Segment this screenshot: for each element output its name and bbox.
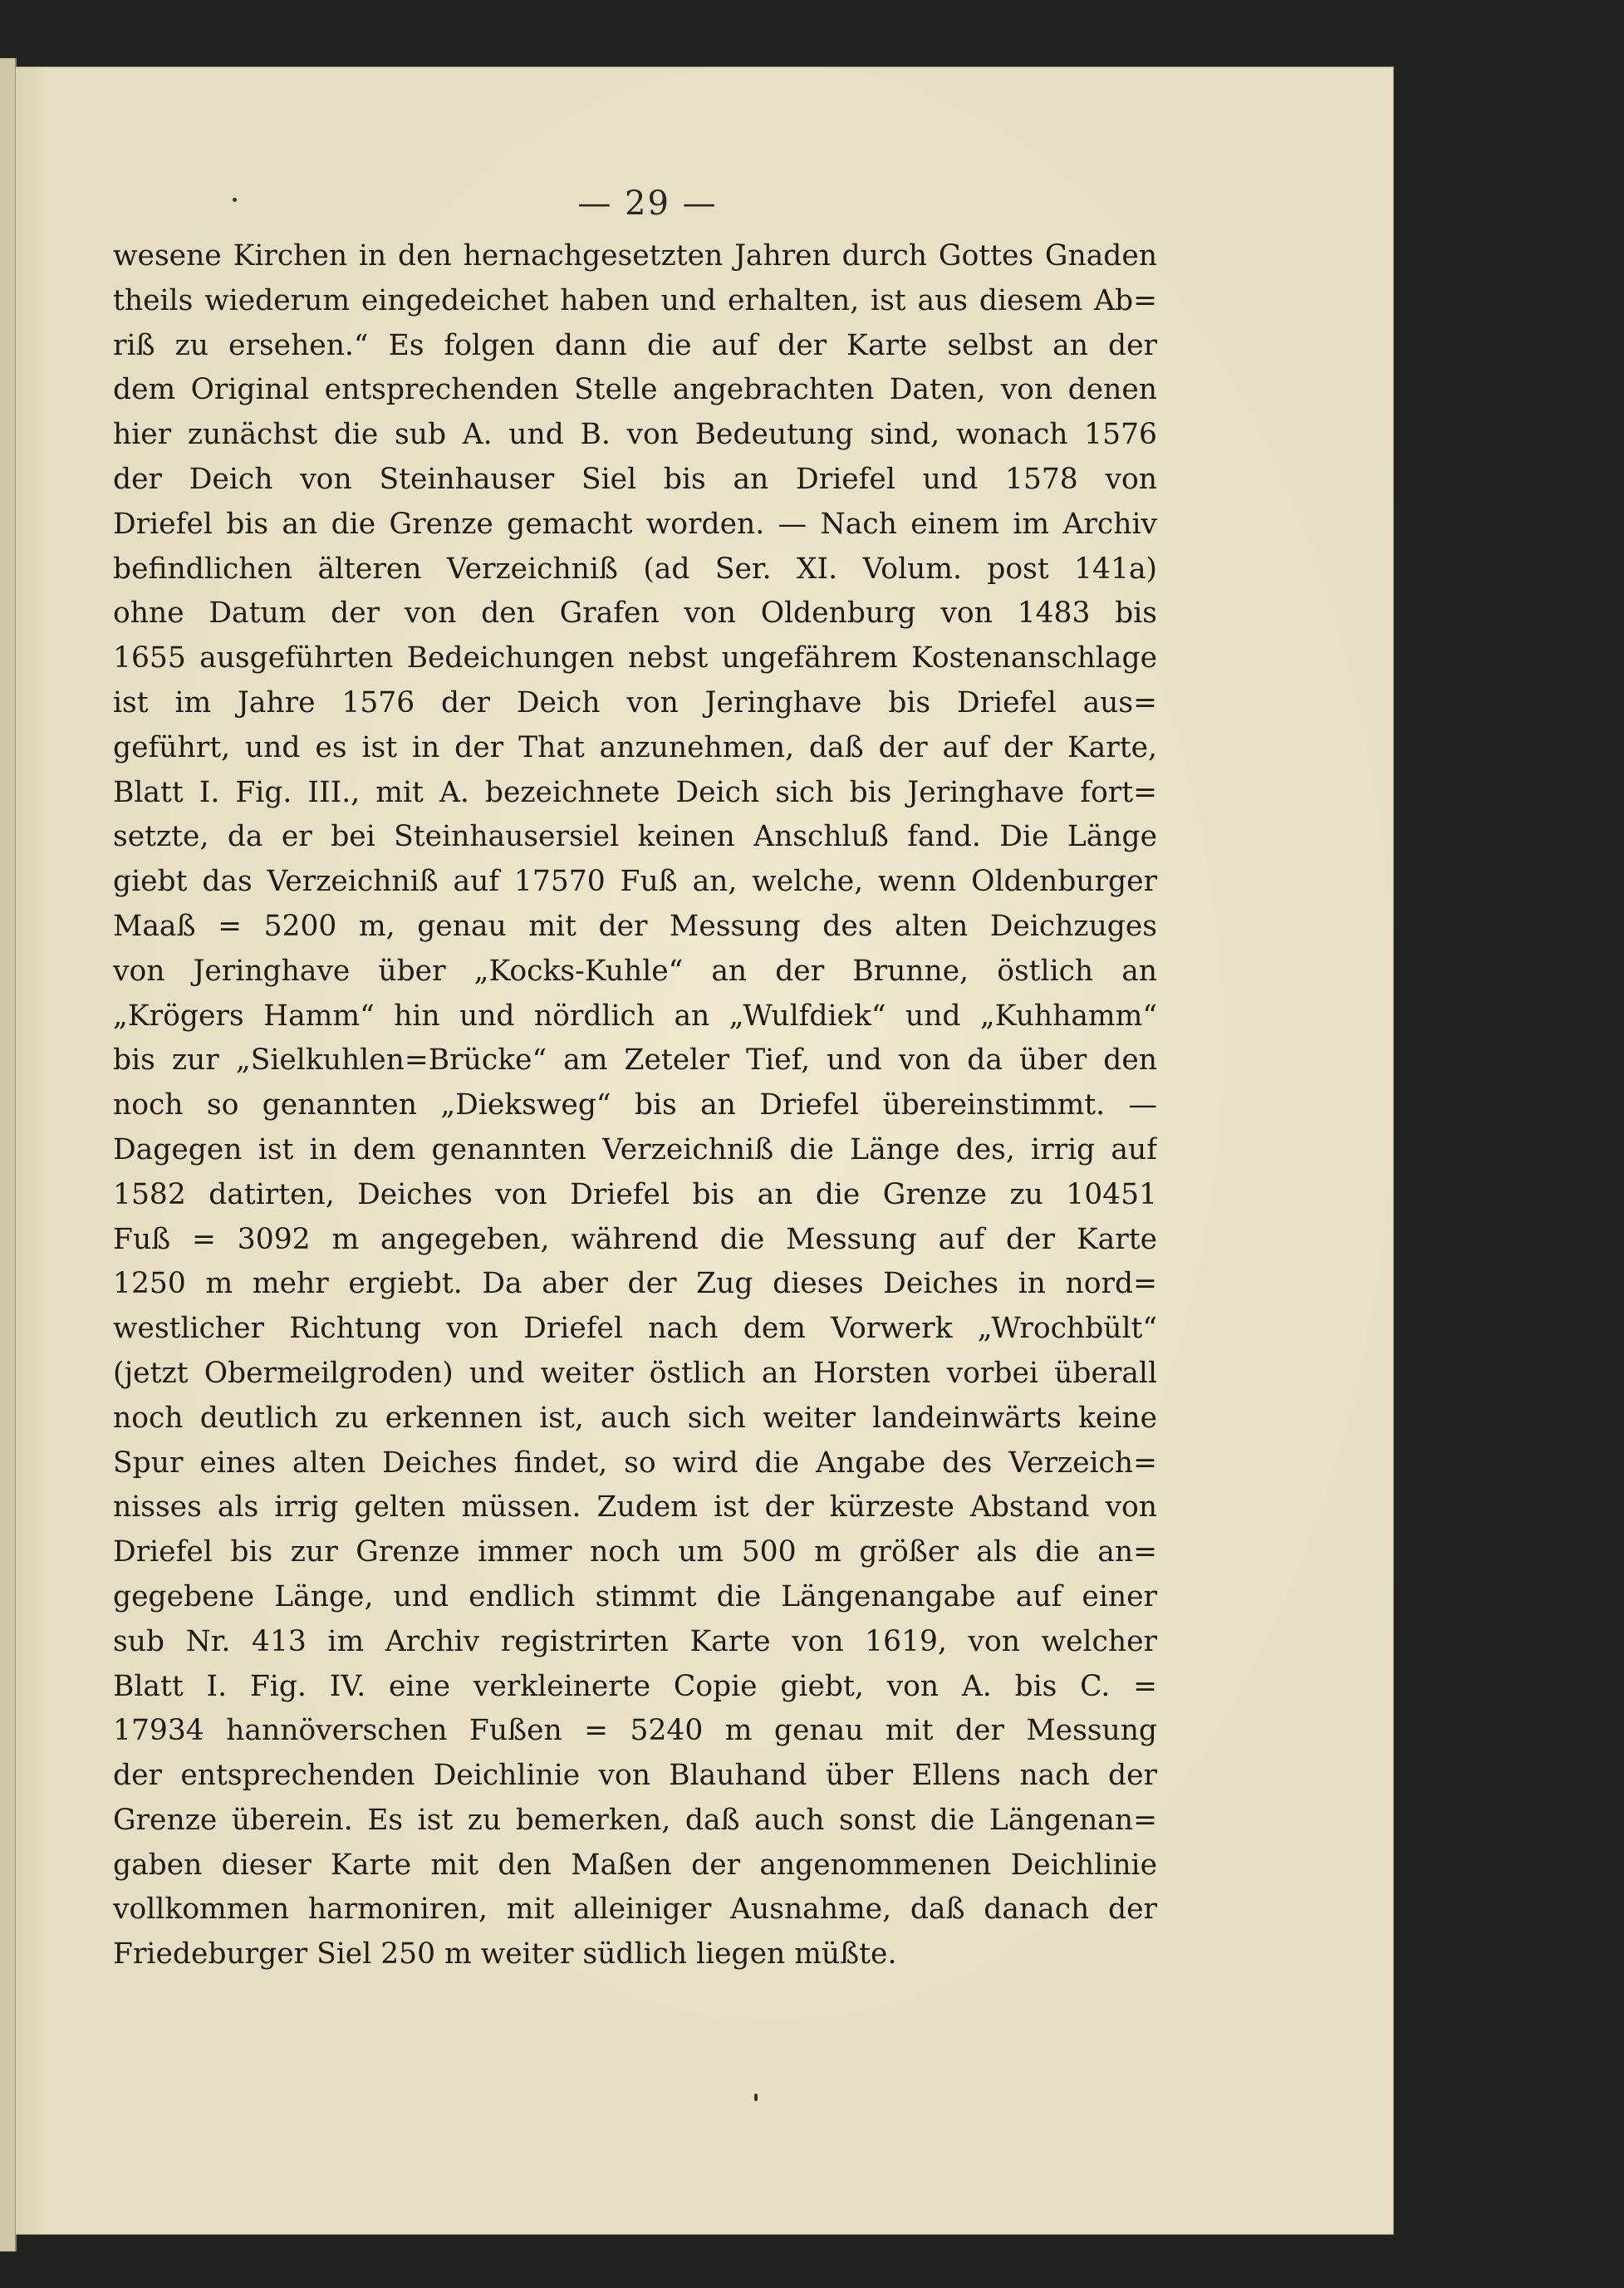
text-line: noch so genannten „Dieksweg“ bis an Driefel übereinstimmt. — bbox=[113, 1088, 1157, 1122]
text-line: Driefel bis an die Grenze gemacht worden. — Nach einem im Archiv bbox=[113, 507, 1157, 541]
text-line: noch deutlich zu erkennen ist, auch sich weiter landeinwärts keine bbox=[113, 1401, 1157, 1435]
text-line: von Jeringhave über „Kocks-Kuhle“ an der Brunne, östlich an bbox=[113, 954, 1157, 988]
text-line: „Krögers Hamm“ hin und nördlich an „Wulfdiek“ und „Kuhhamm“ bbox=[113, 999, 1157, 1033]
text-line: sub Nr. 413 im Archiv registrirten Karte von 1619, von welcher bbox=[113, 1624, 1157, 1658]
text-line: theils wiederum eingedeichet haben und erhalten, ist aus diesem Ab= bbox=[113, 283, 1157, 317]
text-line: wesene Kirchen in den hernachgesetzten Jahren durch Gottes Gnaden bbox=[113, 239, 1157, 272]
text-line: geführt, und es ist in der That anzunehmen, daß der auf der Karte, bbox=[113, 730, 1157, 764]
text-line: westlicher Richtung von Driefel nach dem Vorwerk „Wrochbült“ bbox=[113, 1312, 1157, 1346]
body-text bbox=[113, 234, 1157, 1977]
text-line: riß zu ersehen.“ Es folgen dann die auf der Karte selbst an der bbox=[113, 328, 1157, 362]
text-line: Maaß = 5200 m, genau mit der Messung des alten Deichzuges bbox=[113, 909, 1157, 943]
adjacent-page-edge bbox=[0, 58, 17, 2251]
text-line: nisses als irrig gelten müssen. Zudem ist der kürzeste Abstand von bbox=[113, 1490, 1157, 1525]
text-line: ohne Datum der von den Grafen von Oldenburg von 1483 bis bbox=[113, 597, 1157, 631]
page-number: — 29 — bbox=[577, 184, 718, 223]
text-line: dem Original entsprechenden Stelle angebrachten Daten, von denen bbox=[113, 373, 1157, 407]
text-line: Spur eines alten Deiches findet, so wird die Angabe des Verzeich= bbox=[113, 1446, 1157, 1480]
text-line: setzte, da er bei Steinhausersiel keinen Anschluß fand. Die Länge bbox=[113, 820, 1157, 854]
text-line: Grenze überein. Es ist zu bemerken, daß auch sonst die Längenan= bbox=[113, 1803, 1157, 1837]
text-line: Fuß = 3092 m angegeben, während die Messung auf der Karte bbox=[113, 1222, 1157, 1256]
text-line: 17934 hannöverschen Fußen = 5240 m genau mit der Messung bbox=[113, 1714, 1157, 1748]
text-line: Blatt I. Fig. IV. eine verkleinerte Copie giebt, von A. bis C. = bbox=[113, 1669, 1157, 1703]
text-line: gaben dieser Karte mit den Maßen der angenommenen Deichlinie bbox=[113, 1848, 1157, 1882]
text-line: 1250 m mehr ergiebt. Da aber der Zug dieses Deiches in nord= bbox=[113, 1267, 1157, 1301]
text-line: hier zunächst die sub A. und B. von Bedeutung sind, wonach 1576 bbox=[113, 418, 1157, 452]
text-line: befindlichen älteren Verzeichniß (ad Ser. XI. Volum. post 141a) bbox=[113, 552, 1157, 586]
text-line: Dagegen ist in dem genannten Verzeichniß die Länge des, irrig auf bbox=[113, 1132, 1157, 1166]
text-line: bis zur „Sielkuhlen=Brücke“ am Zeteler Tief, und von da über den bbox=[113, 1043, 1157, 1078]
text-line: Friedeburger Siel 250 m weiter südlich liegen müßte. bbox=[113, 1937, 897, 1971]
text-line: gegebene Länge, und endlich stimmt die Längenangabe auf einer bbox=[113, 1579, 1157, 1613]
text-line: Blatt I. Fig. III., mit A. bezeichnete Deich sich bis Jeringhave fort= bbox=[113, 775, 1157, 809]
text-line: der Deich von Steinhauser Siel bis an Driefel und 1578 von bbox=[113, 462, 1157, 496]
text-line: ist im Jahre 1576 der Deich von Jeringhave bis Driefel aus= bbox=[113, 685, 1157, 719]
text-line: der entsprechenden Deichlinie von Blauhand über Ellens nach der bbox=[113, 1759, 1157, 1793]
text-line: Driefel bis zur Grenze immer noch um 500 m größer als die an= bbox=[113, 1535, 1157, 1569]
text-line: (jetzt Obermeilgroden) und weiter östlich an Horsten vorbei überall bbox=[113, 1356, 1157, 1390]
text-line: 1582 datirten, Deiches von Driefel bis an die Grenze zu 10451 bbox=[113, 1177, 1157, 1211]
text-line: vollkommen harmoniren, mit alleiniger Ausnahme, daß danach der bbox=[113, 1893, 1157, 1927]
speck-mark bbox=[754, 2094, 758, 2101]
text-line: giebt das Verzeichniß auf 17570 Fuß an, welche, wenn Oldenburger bbox=[113, 865, 1157, 899]
text-line: 1655 ausgeführten Bedeichungen nebst ungefährem Kostenanschlage bbox=[113, 641, 1157, 675]
book-page bbox=[15, 66, 1394, 2235]
speck-mark bbox=[233, 198, 237, 202]
